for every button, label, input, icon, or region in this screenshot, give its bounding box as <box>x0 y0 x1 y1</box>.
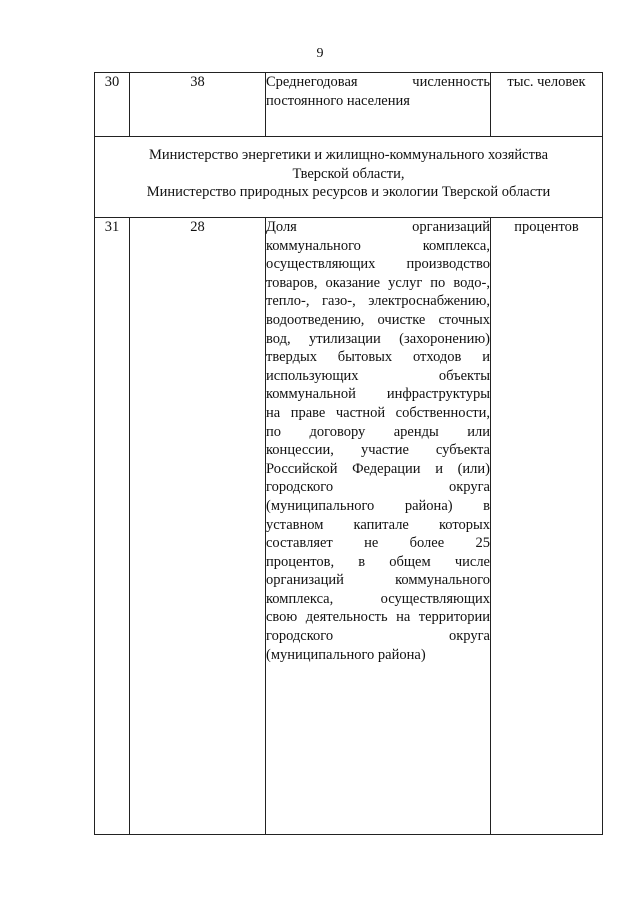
description-line: на праве частной собственности, <box>266 404 490 421</box>
indicator-description <box>266 73 491 137</box>
description-line: вод, утилизации (захоронению) <box>266 330 490 347</box>
description-line: осуществляющих производство <box>266 256 490 273</box>
row-number: 30 <box>95 73 130 137</box>
description-line: городского округа <box>266 628 490 645</box>
description-line: Среднегодовая численность <box>266 74 490 90</box>
indicator-code: 28 <box>130 218 266 835</box>
unit-of-measure: тыс. человек <box>491 73 603 137</box>
page-number: 9 <box>316 46 324 61</box>
ministry-header <box>95 137 603 218</box>
description-line: городского округа <box>266 479 490 496</box>
indicator-description <box>266 218 491 835</box>
row-number: 31 <box>95 218 130 835</box>
unit-of-measure: процентов <box>491 218 603 835</box>
description-line: Доля организаций <box>266 219 490 235</box>
description-line: по договору аренды или <box>266 423 490 440</box>
ministry-line: Министерство природных ресурсов и экологии Тверской области <box>146 184 551 201</box>
description-line: использующих объекты <box>266 367 490 384</box>
description-line: (муниципального района) в <box>266 497 490 514</box>
description-line: уставном капитале которых <box>266 516 490 533</box>
description-line: тепло-, газо-, электроснабжению, <box>266 293 490 310</box>
description-line: Российской Федерации и (или) <box>266 460 490 477</box>
indicator-code: 38 <box>130 73 266 137</box>
table-row <box>95 218 603 835</box>
description-line: свою деятельность на территории <box>266 609 490 626</box>
description-line: концессии, участие субъекта <box>266 442 490 459</box>
description-line: составляет не более 25 <box>266 535 490 552</box>
description-line: процентов, в общем числе <box>266 553 490 570</box>
description-line: постоянного населения <box>266 92 410 109</box>
description-line: коммунальной инфраструктуры <box>266 386 490 403</box>
description-line: коммунального комплекса, <box>266 237 490 254</box>
description-line: твердых бытовых отходов и <box>266 349 490 366</box>
description-line: (муниципального района) <box>266 646 426 663</box>
description-line: водоотведению, очистке сточных <box>266 311 490 328</box>
table-row <box>95 73 603 137</box>
ministry-line: Министерство энергетики и жилищно-коммунального хозяйства <box>148 147 549 163</box>
description-line: организаций коммунального <box>266 572 490 589</box>
description-line: комплекса, осуществляющих <box>266 590 490 607</box>
description-line: товаров, оказание услуг по водо-, <box>266 274 490 291</box>
table-row <box>95 137 603 218</box>
indicator-table <box>94 72 603 835</box>
ministry-line: Тверской области, <box>292 165 405 182</box>
